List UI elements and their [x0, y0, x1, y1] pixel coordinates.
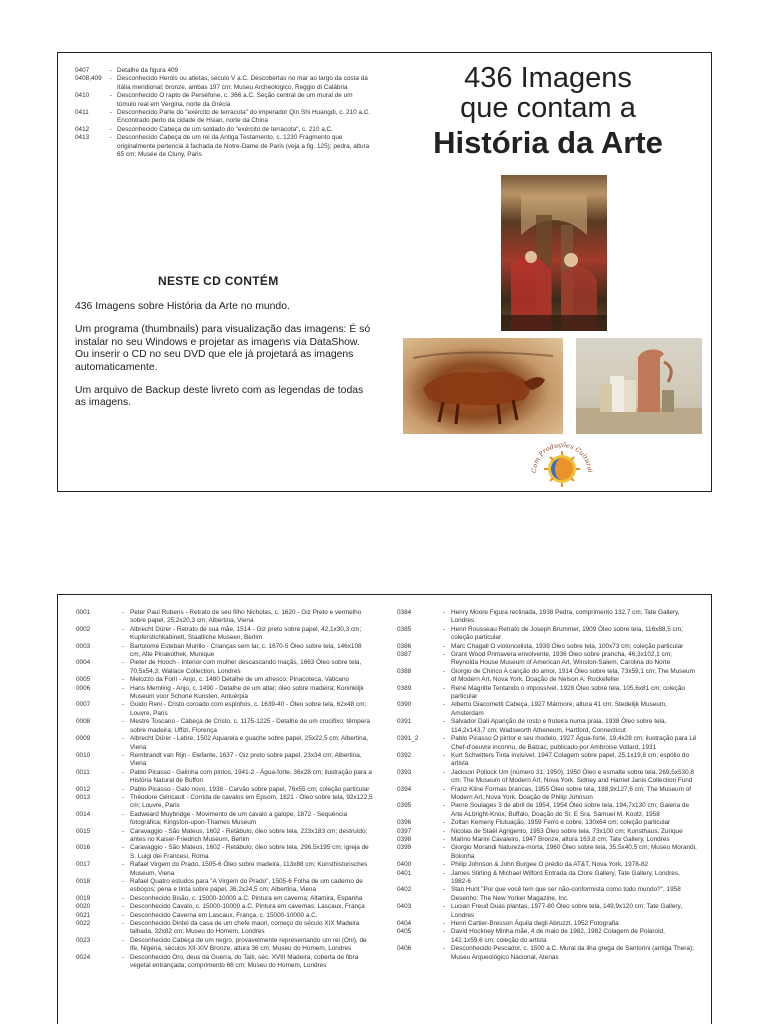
caption-text: Peter Paul Rubens - Retrato de seu filho Nicholas, c. 1620 - Giz Preto e vermelho sobre papel, 25,2x20,3 cm; Albertina, Viena — [130, 609, 362, 625]
publisher-logo — [526, 433, 598, 505]
caption-row — [76, 811, 373, 828]
caption-dash: - — [442, 651, 446, 659]
caption-number: 0002 — [76, 625, 91, 633]
caption-row — [397, 928, 697, 945]
caption-dash: - — [121, 861, 125, 869]
caption-dash: - — [109, 134, 113, 142]
caption-row — [76, 769, 373, 786]
cd-paragraph-3: Um arquivo de Backup deste livreto com as legendas de todas as imagens. — [75, 385, 364, 409]
caption-text: Marc Chagall O violoncelista, 1939 Óleo sobre tela, 100x73 cm; coleção particular — [451, 642, 684, 650]
caption-text: Nicolas de Staël Agrigento, 1953 Óleo sobre tela, 73x100 cm; Kunsthaus, Zurique — [451, 827, 683, 835]
caption-text: Rafael Virgem do Prado, 1505-6 Óleo sobre madeira, 113x88 cm; Kunsthistorisches Museum, Viena — [130, 861, 368, 877]
caption-row — [75, 126, 371, 134]
caption-number: 0008 — [76, 718, 91, 726]
title-line-1: 436 Imagens — [464, 62, 632, 94]
caption-text: Hans Memling - Anjo, c. 1490 - Detalhe de um altar; óleo sobre madeira; Koninklijk Museum voor Schone Kunsten, Antuérpia — [130, 684, 364, 701]
caption-row — [76, 786, 373, 794]
caption-number: 0385 — [397, 625, 412, 633]
caption-row — [76, 895, 373, 903]
caption-text: Giorgio de Chirico A canção do amor, 1914 Óleo sobre tela, 73x59,1 cm; The Museum of Modern Art, Nova York. Doação de Nelson A. Rockefeller — [451, 667, 695, 684]
caption-number: 0023 — [76, 936, 91, 944]
caption-number: 0401 — [397, 869, 412, 877]
caption-dash: - — [442, 785, 446, 793]
caption-number: 0007 — [76, 701, 91, 709]
caption-dash: - — [442, 667, 446, 675]
caption-dash: - — [442, 827, 446, 835]
caption-dash: - — [109, 109, 113, 117]
caption-number: 0011 — [76, 768, 90, 776]
caption-row — [76, 878, 373, 895]
caption-number: 0394 — [397, 785, 412, 793]
logo-text: Com Produções Culturai — [529, 440, 595, 474]
cd-contents-heading: NESTE CD CONTÉM — [158, 274, 279, 288]
title-line-3: História da Arte — [433, 125, 663, 160]
caption-text: Pablo Picasso - Galinha com pintos, 1941-2 - Água-forte, 36x28 cm; ilustração para a História Natural de Buffon — [130, 768, 372, 785]
caption-number: 0019 — [76, 894, 91, 902]
caption-number: 0387 — [397, 651, 412, 659]
caption-text: Stan Hunt "Por que você tem que ser não-conformista como todo mundo?", 1958 Desenho: The New Yorker Magazine, Inc. — [451, 886, 681, 902]
caption-text: Lucian Freud Duas plantas, 1977-80 Óleo sobre tela, 149,9x120 cm; Tate Gallery, Londres — [451, 903, 683, 919]
caption-text: Giorgio Morandi Natureza-morta, 1960 Óleo sobre tela, 35,5x40,5 cm; Museo Morandi, Bolonha — [451, 844, 697, 860]
caption-dash: - — [442, 751, 446, 759]
caption-row — [397, 844, 697, 861]
caption-dash: - — [442, 625, 446, 633]
caption-dash: - — [442, 609, 446, 616]
caption-dash: - — [121, 920, 125, 928]
caption-number: 0397 — [397, 827, 412, 835]
caption-row — [76, 626, 373, 643]
caption-number: 0015 — [76, 827, 91, 835]
caption-text: Philip Johnson & John Burgee O prédio da AT&T, Nova York, 1978-82 — [451, 861, 649, 869]
caption-text: Bartolomé Esteban Murillo - Crianças sem lar, c. 1670-5 Óleo sobre tela, 146x108 cm; Alte Pinakothek, Munique — [130, 642, 362, 659]
caption-number: 0407 — [75, 67, 90, 74]
caption-row — [397, 920, 697, 928]
painting-titian-image — [501, 175, 607, 331]
caption-text: Desconhecido Bisão, c. 15000-10000 a.C. Pintura em caverna; Altamira, Espanha — [130, 894, 363, 902]
cover-title — [398, 63, 698, 161]
caption-row — [76, 735, 373, 752]
caption-number: 0001 — [76, 609, 91, 616]
caption-text: Albrecht Dürer - Lebre, 1502 Aquarela e guache sobre papel, 25x22,5 cm; Albertina, Viena — [130, 735, 369, 751]
caption-text: Grant Wood Primavera envolvente, 1936 Óleo sobre prancha, 46,3x102,1 cm; Reynolda House Museum of American Art, Winston-Salem, Carolina do Norte — [451, 651, 672, 667]
caption-row — [397, 903, 697, 920]
caption-row — [397, 651, 697, 668]
caption-number: 0392 — [397, 751, 412, 759]
caption-text: Henri Rousseau Retrato de Joseph Brummer, 1909 Óleo sobre tela, 116x88,5 cm; coleção particular — [451, 625, 683, 642]
caption-row — [76, 920, 373, 937]
caption-dash: - — [121, 684, 125, 692]
caption-row — [76, 685, 373, 702]
caption-text: Henri Cartier-Bresson Áquila degli Abruzzi, 1952 Fotografia — [451, 920, 619, 928]
caption-page — [57, 594, 712, 1024]
caption-dash: - — [442, 945, 446, 953]
caption-dash: - — [121, 718, 125, 726]
caption-number: 0398 — [397, 835, 412, 843]
caption-dash: - — [442, 861, 446, 869]
caption-text: James Stirling & Michael Wilford Entrada da Clore Gallery, Tate Gallery, Londres, 1982-6 — [451, 869, 680, 885]
caption-number: 0016 — [76, 844, 91, 852]
caption-number: 0405 — [397, 928, 412, 936]
caption-number: 0391_2 — [397, 735, 419, 743]
caption-dash: - — [442, 869, 446, 877]
caption-text: Detalhe da figura 409 — [117, 67, 179, 74]
caption-column-right — [397, 609, 697, 962]
caption-text: Desconhecido O rapto de Perséfone, c. 366 a.C. Seção central de um mural de um túmulo real em Vergina, norte da Grécia — [117, 92, 353, 108]
caption-text: Jackson Pollock Um (número 31, 1950), 1950 Óleo e esmalte sobre tela, 269,5x530,8 cm; The Museum of Modern Art, Nova York. Sidney and Harriet Janis Collection Fund — [451, 768, 694, 785]
caption-dash: - — [121, 659, 125, 667]
caption-text: Alberto Giacometti Cabeça, 1927 Mármore, altura 41 cm; Stedelijk Museum, Amsterdam — [451, 701, 667, 717]
caption-text: Kurt Schwitters Tinta invisível, 1947 Colagem sobre papel, 25,1x19,8 cm; espólio do artista — [451, 751, 690, 768]
caption-number: 0399 — [397, 844, 412, 852]
caption-row — [397, 626, 697, 643]
caption-row — [76, 794, 373, 811]
caption-dash: - — [442, 684, 446, 692]
caption-text: Rembrandt van Rijn - Elefante, 1637 - Giz preto sobre papel, 23x34 cm; Albertina, Viena — [130, 751, 362, 768]
caption-number: 0411 — [75, 109, 89, 117]
caption-dash: - — [121, 785, 125, 793]
caption-dash: - — [121, 625, 125, 633]
caption-text: Desconhecido Pescador, c. 1500 a.C. Mural da ilha grega de Santorini (antiga Thera); Museu Arqueológico Nacional, Atenas — [451, 945, 694, 961]
caption-text: Desconhecido Oro, deus da Guerra, do Taiti, séc. XVIII Madeira, coberta de fibra vegetal entrançada; comprimento 66 cm; Museu do Homem, Londres — [130, 953, 359, 970]
caption-dash: - — [121, 751, 125, 759]
caption-row — [76, 912, 373, 920]
caption-number: 0408,409 — [75, 75, 102, 83]
caption-number: 0010 — [76, 751, 91, 759]
caption-dash: - — [121, 878, 125, 885]
caption-text: Desconhecido Dintel da casa de um chefe maori, começo do século XIX Madeira talhada, 32x82 cm; Museu do Homem, Londres — [130, 920, 360, 936]
caption-text: Desconhecido Cabeça de um rei da Antiga Testamento, c. 1230 Fragmento que originalmente pertencia à fachada de Notre-Dame de Paris (veja a fig. 125); pedra, altura 65 cm; Musée de Cluny, Paris — [117, 134, 370, 159]
caption-row — [76, 903, 373, 911]
cd-paragraph-1: 436 Imagens sobre História da Arte no mundo. — [75, 301, 290, 312]
caption-row — [76, 643, 373, 660]
caption-text: Marino Marini Cavaleiro, 1947 Bronze, altura 163,8 cm; Tate Gallery, Londres — [451, 835, 670, 843]
caption-text: Desconhecido Cabeça de um negro, provavelmente representando um rei (Oni), de Ife, Nigéria, séculos XII-XIV Bronze, altura 36 cm; Museu do Homem, Londres — [130, 936, 367, 953]
caption-row — [397, 786, 697, 803]
caption-dash: - — [442, 768, 446, 776]
caption-text: Rafael Quatro estudos para "A Virgem do Prado", 1505-6 Folha de um caderno de esboços; pena e tinta sobre papel, 36,2x24,5 cm; Albertina, Viena — [130, 878, 363, 894]
still-life-image — [576, 338, 702, 434]
caption-text: Pablo Picasso - Galo novo, 1938 - Carvão sobre papel, 76x55 cm; coleção particular — [130, 785, 370, 793]
caption-row — [397, 668, 697, 685]
caption-dash: - — [121, 735, 125, 743]
caption-dash: - — [109, 125, 113, 133]
caption-number: 0390 — [397, 701, 412, 709]
caption-row — [397, 752, 697, 769]
caption-row — [397, 609, 697, 626]
caption-number: 0020 — [76, 903, 91, 911]
caption-row — [76, 861, 373, 878]
cover-page — [57, 52, 712, 492]
caption-row — [75, 75, 371, 92]
caption-dash: - — [121, 768, 125, 776]
caption-number: 0388 — [397, 667, 412, 675]
caption-text: David Hockney Minha mãe, 4 de maio de 1982, 1982 Colagem de Polaroid, 142,1x59,6 cm; coleção do artista — [451, 928, 665, 944]
caption-dash: - — [442, 735, 446, 743]
caption-row — [76, 718, 373, 735]
caption-row — [397, 685, 697, 702]
caption-row — [76, 676, 373, 684]
caption-dash: - — [442, 835, 446, 843]
caption-number: 0003 — [76, 642, 91, 650]
caption-dash: - — [121, 810, 125, 818]
caption-number: 0009 — [76, 735, 91, 743]
top-caption-list — [75, 67, 371, 159]
caption-dash: - — [121, 911, 125, 919]
caption-dash: - — [121, 827, 125, 835]
cd-contents-body — [75, 301, 375, 421]
cave-painting-image — [403, 338, 563, 434]
caption-dash: - — [121, 936, 125, 944]
caption-number: 0413 — [75, 134, 90, 142]
caption-number: 0013 — [76, 793, 91, 801]
caption-number: 0024 — [76, 953, 91, 961]
caption-row — [76, 609, 373, 626]
caption-number: 0396 — [397, 819, 412, 827]
caption-number: 0017 — [76, 861, 91, 869]
caption-dash: - — [121, 894, 125, 902]
caption-text: Théodore Géricault - Corrida de cavalos em Epsom, 1821 - Óleo sobre tela, 92x122,5 cm; Louvre, Paris — [130, 793, 373, 810]
caption-text: Desconhecido Parte do "exército de terracota" do imperador Qin Shi Huangdi, c. 210 a.C. Encontrado perto da cidade de Hsian, norte da China — [117, 109, 371, 125]
caption-text: Henry Moore Figura reclinada, 1938 Pedra, comprimento 132,7 cm; Tate Gallery, Londres — [451, 609, 680, 625]
title-line-2: que contam a — [460, 92, 636, 124]
caption-dash: - — [109, 92, 113, 100]
caption-row — [397, 828, 697, 836]
caption-number: 0393 — [397, 768, 412, 776]
caption-dash: - — [121, 844, 125, 852]
caption-text: Zoltan Kemeny Flutuação, 1959 Ferro e cobre, 130x64 cm; coleção particular — [451, 819, 671, 827]
caption-dash: - — [442, 920, 446, 928]
caption-column-left — [76, 609, 373, 970]
caption-row — [397, 643, 697, 651]
caption-text: Melozzo da Forlì - Anjo, c. 1480 Detalhe de um afresco; Pinacoteca, Vaticano — [130, 676, 350, 684]
caption-dash: - — [442, 844, 446, 852]
caption-number: 0384 — [397, 609, 412, 616]
caption-row — [76, 844, 373, 861]
caption-number: 0395 — [397, 802, 412, 810]
caption-dash: - — [121, 676, 125, 684]
caption-text: Pieter de Hooch - Interior com mulher descascando maçãs, 1663 Óleo sobre tela, 70,5x54,3; Wallace Collection, Londres — [130, 659, 362, 675]
caption-text: Caravaggio - São Mateus, 1602 - Retábulo; óleo sobre tela, 223x183 cm; destruído; antes no Kaiser-Friedrich Museum, Berlim — [130, 827, 368, 843]
caption-text: Desconhecido Cavalo, c. 15000-10000 a.C. Pintura em cavernas: Lascaux, França — [130, 903, 365, 911]
caption-row — [75, 67, 371, 75]
caption-number: 0005 — [76, 676, 91, 684]
caption-row — [397, 819, 697, 827]
caption-number: 0004 — [76, 659, 91, 667]
caption-row — [75, 92, 371, 109]
caption-row — [75, 134, 371, 159]
caption-number: 0006 — [76, 684, 91, 692]
caption-number: 0386 — [397, 642, 412, 650]
caption-row — [397, 802, 697, 819]
caption-number: 0410 — [75, 92, 90, 100]
caption-row — [397, 701, 697, 718]
caption-row — [397, 945, 697, 962]
caption-number: 0403 — [397, 903, 412, 911]
caption-dash: - — [442, 903, 446, 911]
caption-dash: - — [109, 67, 113, 74]
caption-dash: - — [121, 609, 125, 616]
caption-row — [76, 937, 373, 954]
caption-number: 0391 — [397, 718, 412, 726]
caption-dash: - — [442, 819, 446, 827]
caption-dash: - — [442, 886, 446, 894]
caption-text: Pierre Soulages 3 de abril de 1954, 1954 Óleo sobre tela, 194,7x130 cm; Galeria de Arte ALbright-Knox, Buffalo, Doação do Sr. E Sra. Samuel M. Kootz, 1958 — [451, 802, 690, 818]
caption-number: 0404 — [397, 920, 412, 928]
caption-row — [76, 954, 373, 971]
caption-row — [76, 659, 373, 676]
caption-dash: - — [121, 903, 125, 911]
caption-text: Desconhecido Cabeça de um soldado do "exército de terracota", c. 210 a.C. — [117, 125, 333, 133]
caption-dash: - — [442, 802, 446, 810]
caption-text: Desconhecido Caverna em Lascaux, França, c. 15000-10000 a.C. — [130, 911, 318, 919]
caption-row — [397, 870, 697, 887]
caption-row — [397, 718, 697, 735]
caption-dash: - — [121, 953, 125, 961]
caption-number: 0021 — [76, 911, 91, 919]
caption-text: Guido Reni - Cristo coroado com espinhos, c. 1639-40 - Óleo sobre tela, 62x48 cm; Louvre, Paris — [130, 701, 367, 717]
caption-dash: - — [121, 793, 125, 801]
caption-row — [397, 735, 697, 752]
caption-number: 0400 — [397, 861, 412, 869]
caption-row — [397, 769, 697, 786]
caption-number: 0022 — [76, 920, 91, 928]
caption-row — [76, 701, 373, 718]
caption-dash: - — [109, 75, 113, 83]
caption-text: Eadweard Muybridge - Movimento de um cavalo a galope, 1872 - Sequência fotográfica; Kingston-upon-Thames Museum — [130, 810, 348, 827]
caption-text: Albrecht Dürer - Retrato de sua mãe, 1514 - Giz preto sobre papel, 42,1x30,3 cm; Kupferstichkabinett, Staatliche Museen, Berlim — [130, 625, 362, 642]
caption-number: 0402 — [397, 886, 412, 894]
caption-text: Salvador Dalí Aparição de rosto e fruteira numa praia, 1938 Óleo sobre tela, 114,2x143,7 cm; Wadsworth Atheneum, Hartford, Connecticut — [451, 718, 667, 734]
caption-number: 0406 — [397, 945, 412, 953]
caption-row — [76, 752, 373, 769]
caption-dash: - — [121, 642, 125, 650]
caption-number: 0014 — [76, 810, 91, 818]
caption-text: Franz Kline Formas brancas, 1955 Óleo sobre tela, 188,9x127,6 cm; The Museum of Modern Art, Nova York. Doação de Philip Johnson — [451, 785, 692, 801]
caption-number: 0389 — [397, 684, 412, 692]
caption-row — [76, 828, 373, 845]
caption-number: 0412 — [75, 125, 90, 133]
caption-text: René Magritte Tentando o impossível, 1928 Óleo sobre tela, 105,6x81 cm; coleção particular — [451, 684, 685, 701]
caption-dash: - — [442, 701, 446, 709]
cd-paragraph-2: Um programa (thumbnails) para visualização das imagens: É só instalar no seu Windows e projetar as imagens via DataShow. Ou inserir o CD no seu DVD que ele já projetará as imagens automaticamente. — [75, 324, 371, 373]
caption-number: 0012 — [76, 785, 91, 793]
caption-text: Desconhecido Heróis ou atletas, século V a.C. Descobertas no mar ao largo da costa da Itália meridional; bronze, ambas 197 cm; Museu Archeologico, Reggio di Calábria — [117, 75, 368, 91]
caption-row — [397, 886, 697, 903]
caption-row — [75, 109, 371, 126]
caption-dash: - — [442, 642, 446, 650]
caption-text: Mestre Toscano - Cabeça de Cristo, c. 1175-1225 - Detalhe de um crucifixo; têmpera sobre madeira; Uffizi, Florença — [130, 718, 370, 734]
caption-text: Pablo Picasso O pintor e seu modelo, 1927 Água-forte, 19,4x28 cm; ilustração para Lê Chef-d'oeuvre inconnu, de Balzac, publicado por Ambroise Vollard, 1931 — [451, 735, 697, 751]
caption-text: Caravaggio - São Mateus, 1602 - Retábulo; óleo sobre tela, 296,5x195 cm; igreja de S. Luigi dei Francesi, Roma — [130, 844, 369, 860]
caption-row — [397, 861, 697, 869]
caption-number: 0018 — [76, 878, 91, 885]
caption-dash: - — [442, 718, 446, 726]
caption-dash: - — [121, 701, 125, 709]
caption-dash: - — [442, 928, 446, 936]
